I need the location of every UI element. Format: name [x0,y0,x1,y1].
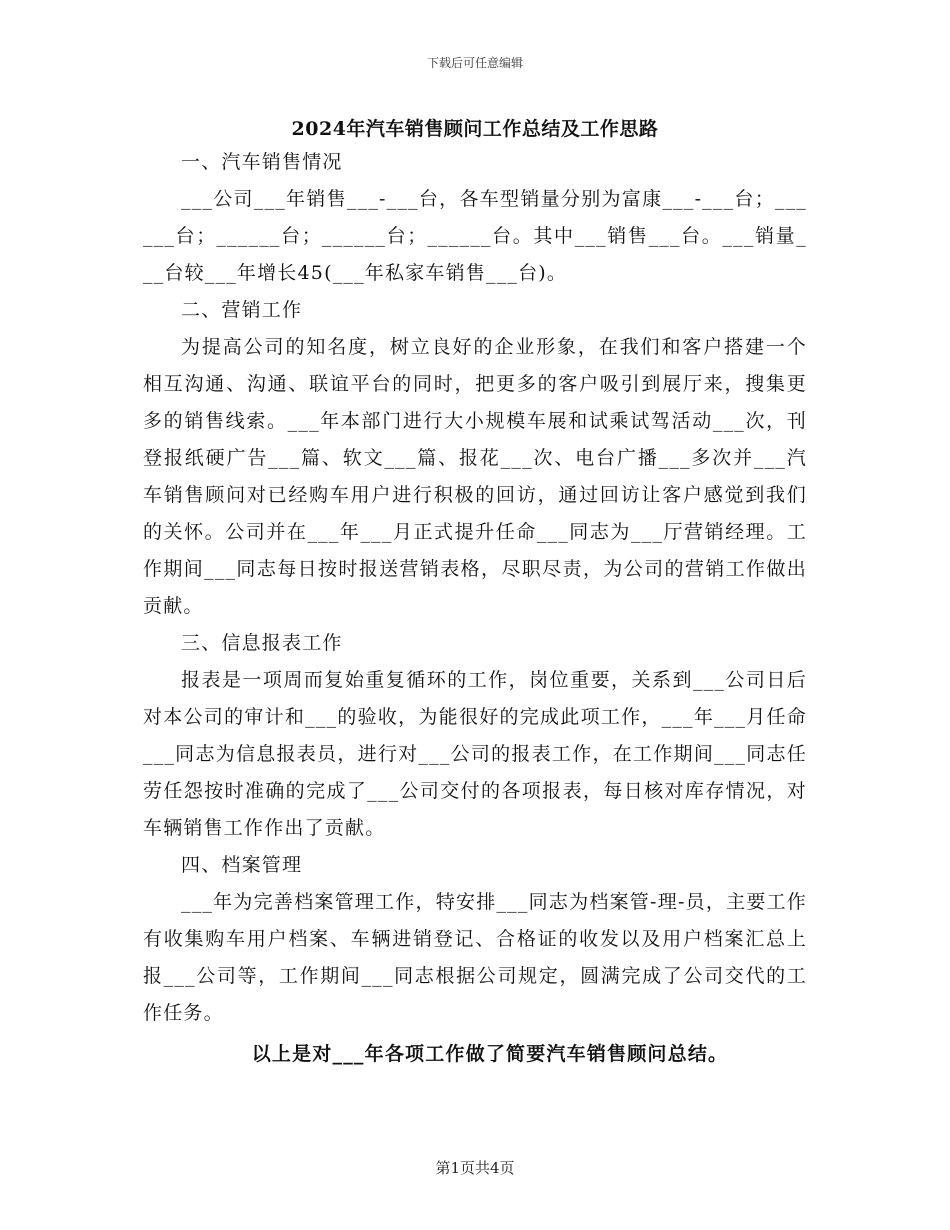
page-number: 第1页共4页 [435,1159,515,1177]
section-heading-reports: 三、信息报表工作 [181,632,343,654]
document-body [143,144,807,1073]
section-heading-sales: 一、汽车销售情况 [181,151,343,173]
section-paragraph-marketing: 为提高公司的知名度，树立良好的企业形象，在我们和客户搭建一个相互沟通、沟通、联谊平台的同时，把更多的客户吸引到展厅来，搜集更多的销售线索。___年本部门进行大小规模车展和试乘试驾活动___次，刊登报纸硬广告___篇、软文___篇、报花___次、电台广播___多次并___汽车销售顾问对已经购车用户进行积极的回访，通过回访让客户感觉到我们的关怀。公司并在___年___月正式提升任命___同志为___厅营销经理。工作期间___同志每日按时报送营销表格，尽职尽责，为公司的营销工作做出贡献。 [143,336,807,617]
section-paragraph-reports: 报表是一项周而复始重复循环的工作，岗位重要，关系到___公司日后对本公司的审计和___的验收，为能很好的完成此项工作，___年___月任命___同志为信息报表员，进行对___公司的报表工作，在工作期间___同志任劳任怨按时准确的完成了___公司交付的各项报表，每日核对库存情况，对车辆销售工作作出了贡献。 [143,669,807,839]
section-paragraph-archives: ___年为完善档案管理工作，特安排___同志为档案管-理-员，主要工作有收集购车用户档案、车辆进销登记、合格证的收发以及用户档案汇总上报___公司等，工作期间___同志根据公司规定，圆满完成了公司交代的工作任务。 [143,891,807,1024]
section-paragraph-sales: ___公司___年销售___-___台，各车型销量分别为富康___-___台；______台；______台；______台；______台。其中___销售___台。___销量___台较___年增长45(___年私家车销售___台)。 [143,188,807,284]
section-heading-archives: 四、档案管理 [181,854,303,876]
document-title: 2024年汽车销售顾问工作总结及工作思路 [291,118,659,140]
section-heading-marketing: 二、营销工作 [181,299,303,321]
document-conclusion: 以上是对___年各项工作做了简要汽车销售顾问总结。 [251,1043,729,1065]
header-note: 下载后可任意编辑 [426,56,523,70]
